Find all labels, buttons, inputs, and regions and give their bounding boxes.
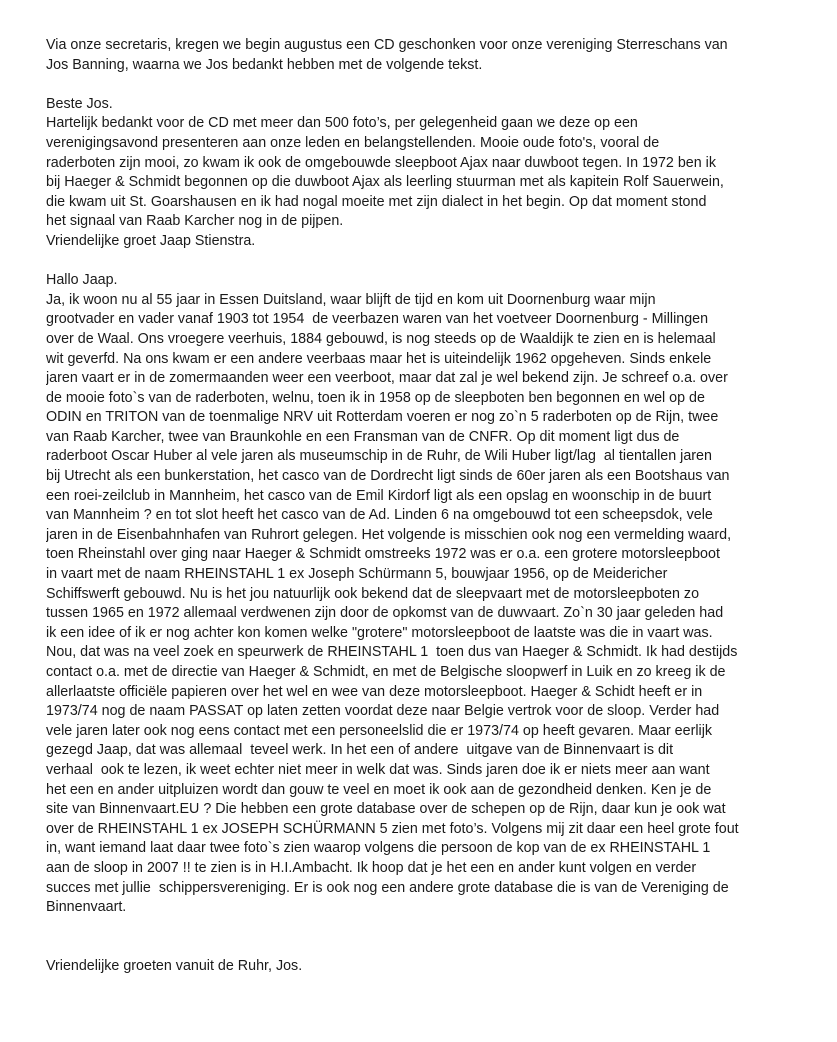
text-line: raderboot Oscar Huber al vele jaren als museumschip in de Ruhr, de Wili Huber ligt/lag al tientallen jaren <box>46 448 712 465</box>
text-line: verenigingsavond presenteren aan onze leden en belangstellenden. Mooie oude foto's, vooral de <box>46 134 660 151</box>
text-line: grootvader en vader vanaf 1903 tot 1954 de veerbazen waren van het voetveer Doornenburg - Millingen <box>46 311 709 328</box>
text-line: verhaal ook te lezen, ik weet echter niet meer in welk dat was. Sinds jaren doe ik er niets meer aan want <box>46 761 710 778</box>
text-line <box>46 918 819 938</box>
text-line: Schiffswerft gebouwd. Nu is het jou natuurlijk ook bekend dat de sleepvaart met de motorsleepboten zo <box>46 585 700 602</box>
text-line: tussen 1965 en 1972 allemaal verdwenen zijn door de opkomst van de duwvaart. Zo`n 30 jaar geleden had <box>46 605 724 622</box>
text-line: 1973/74 nog de naam PASSAT op laten zetten voordat deze naar Belgie vertrok voor de sloop. Verder had <box>46 703 720 720</box>
text-line: allerlaatste officiële papieren over het wel en wee van deze motorsleepboot. Haeger & Schidt heeft er in <box>46 683 703 700</box>
text-line: de mooie foto`s van de raderboten, welnu, toen ik in 1958 op de sleepboten ben begonnen en wel op de <box>46 389 705 406</box>
paragraph-gap <box>46 252 819 272</box>
text-line: Jos Banning, waarna we Jos bedankt hebben met de volgende tekst. <box>46 56 483 73</box>
reply-to-jaap <box>46 271 819 937</box>
paragraph-gap <box>46 75 819 95</box>
text-line: die kwam uit St. Goarshausen en ik had nogal moeite met zijn dialect in het begin. Op dat moment stond <box>46 193 707 210</box>
text-line: een roei-zeilclub in Mannheim, het casco van de Emil Kirdorf ligt als een opslag en woonschip in de buurt <box>46 487 712 504</box>
salutation: Hallo Jaap. <box>46 272 118 289</box>
text-line: vele jaren later ook nog eens contact met een personeelslid die er 1973/74 op heeft gevaren. Maar eerlijk <box>46 722 713 739</box>
text-line: ODIN en TRITON van de toenmalige NRV uit Rotterdam voeren er nog zo`n 5 raderboten op de Rijn, twee <box>46 409 719 426</box>
text-line: ik een idee of ik er nog achter kon komen welke "grotere" motorsleepboot de laatste was die in vaart was. <box>46 624 713 641</box>
text-line: het signaal van Raab Karcher nog in de pijpen. <box>46 213 344 230</box>
text-line: Nou, dat was na veel zoek en speurwerk de RHEINSTAHL 1 toen dus van Haeger & Schmidt. Ik had destijds <box>46 644 738 661</box>
text-line: van Mannheim ? en tot slot heeft het casco van de Ad. Linden 6 na omgebouwd tot een scheepsdok, vele <box>46 507 713 524</box>
closing-paragraph <box>46 957 819 977</box>
paragraph-gap <box>46 937 819 957</box>
text-line: bij Haeger & Schmidt begonnen op die duwboot Ajax als leerling stuurman met als kapitein Rolf Sauerwein, <box>46 174 724 191</box>
intro-paragraph <box>46 36 819 75</box>
text-line: Via onze secretaris, kregen we begin augustus een CD geschonken voor onze vereniging Sterreschans van <box>46 37 728 53</box>
text-line: over de Waal. Ons vroegere veerhuis, 1884 gebouwd, is nog steeds op de Waaldijk te zien en is helemaal <box>46 330 716 347</box>
text-line: Hartelijk bedankt voor de CD met meer dan 500 foto’s, per gelegenheid gaan we deze op een <box>46 115 638 132</box>
signature-line: Vriendelijke groet Jaap Stienstra. <box>46 232 256 249</box>
text-line: toen Rheinstahl over ging naar Haeger & Schmidt omstreeks 1972 was er o.a. een grotere motorsleepboot <box>46 546 720 563</box>
text-line: jaren vaart er in de zomermaanden weer een veerboot, maar dat zal je wel bekend zijn. Je schreef o.a. over <box>46 370 728 387</box>
text-line: site van Binnenvaart.EU ? Die hebben een grote database over de schepen op de Rijn, daar kun je ook wat <box>46 801 726 818</box>
text-line: contact o.a. met de directie van Haeger & Schmidt, en met de Belgische sloopwerf in Luik en zo kreeg ik de <box>46 664 726 680</box>
text-line: jaren in de Eisenbahnhafen van Ruhrort gelegen. Het volgende is misschien ook nog een vermelding waard, <box>46 526 732 543</box>
text-line: raderboten zijn mooi, zo kwam ik ook de omgebouwde sleepboot Ajax naar duwboot tegen. In 1972 ben ik <box>46 154 716 171</box>
text-line: het een en ander uitpluizen wordt dan gouw te veel en moet ik ook aan de gezondheid denken. Ken je de <box>46 781 712 798</box>
text-line: over de RHEINSTAHL 1 ex JOSEPH SCHÜRMANN 5 zien met foto’s. Volgens mij zit daar een heel grote fout <box>46 820 739 837</box>
text-line: in, want iemand laat daar twee foto`s zien waarop volgens die persoon de kop van de ex RHEINSTAHL 1 <box>46 840 711 857</box>
text-line: in vaart met de naam RHEINSTAHL 1 ex Joseph Schürmann 5, bouwjaar 1956, op de Meidericher <box>46 566 668 583</box>
salutation: Beste Jos. <box>46 95 113 112</box>
text-line: aan de sloop in 2007 !! te zien is in H.I.Ambacht. Ik hoop dat je het een en ander kunt volgen en verder <box>46 859 697 876</box>
text-line: wit geverfd. Na ons kwam er een andere veerbaas maar het is uiteindelijk 1962 opgeheven. Sinds enkele <box>46 350 712 367</box>
reply-to-jos <box>46 95 819 252</box>
text-line: Binnenvaart. <box>46 899 127 916</box>
text-line: van Raab Karcher, twee van Braunkohle en een Fransman van de CNFR. Op dit moment ligt dus de <box>46 428 680 445</box>
text-line: bij Utrecht als een bunkerstation, het casco van de Dordrecht ligt sinds de 60er jaren als een Bootshaus van <box>46 468 730 485</box>
text-line: succes met jullie schippersvereniging. Er is ook nog een andere grote database die is van de Vereniging de <box>46 879 729 896</box>
text-line: gezegd Jaap, dat was allemaal teveel werk. In het een of andere uitgave van de Binnenvaart is dit <box>46 742 674 759</box>
closing-line: Vriendelijke groeten vanuit de Ruhr, Jos. <box>46 957 303 974</box>
text-line: Ja, ik woon nu al 55 jaar in Essen Duitsland, waar blijft de tijd en kom uit Doornenburg waar mijn <box>46 291 656 308</box>
